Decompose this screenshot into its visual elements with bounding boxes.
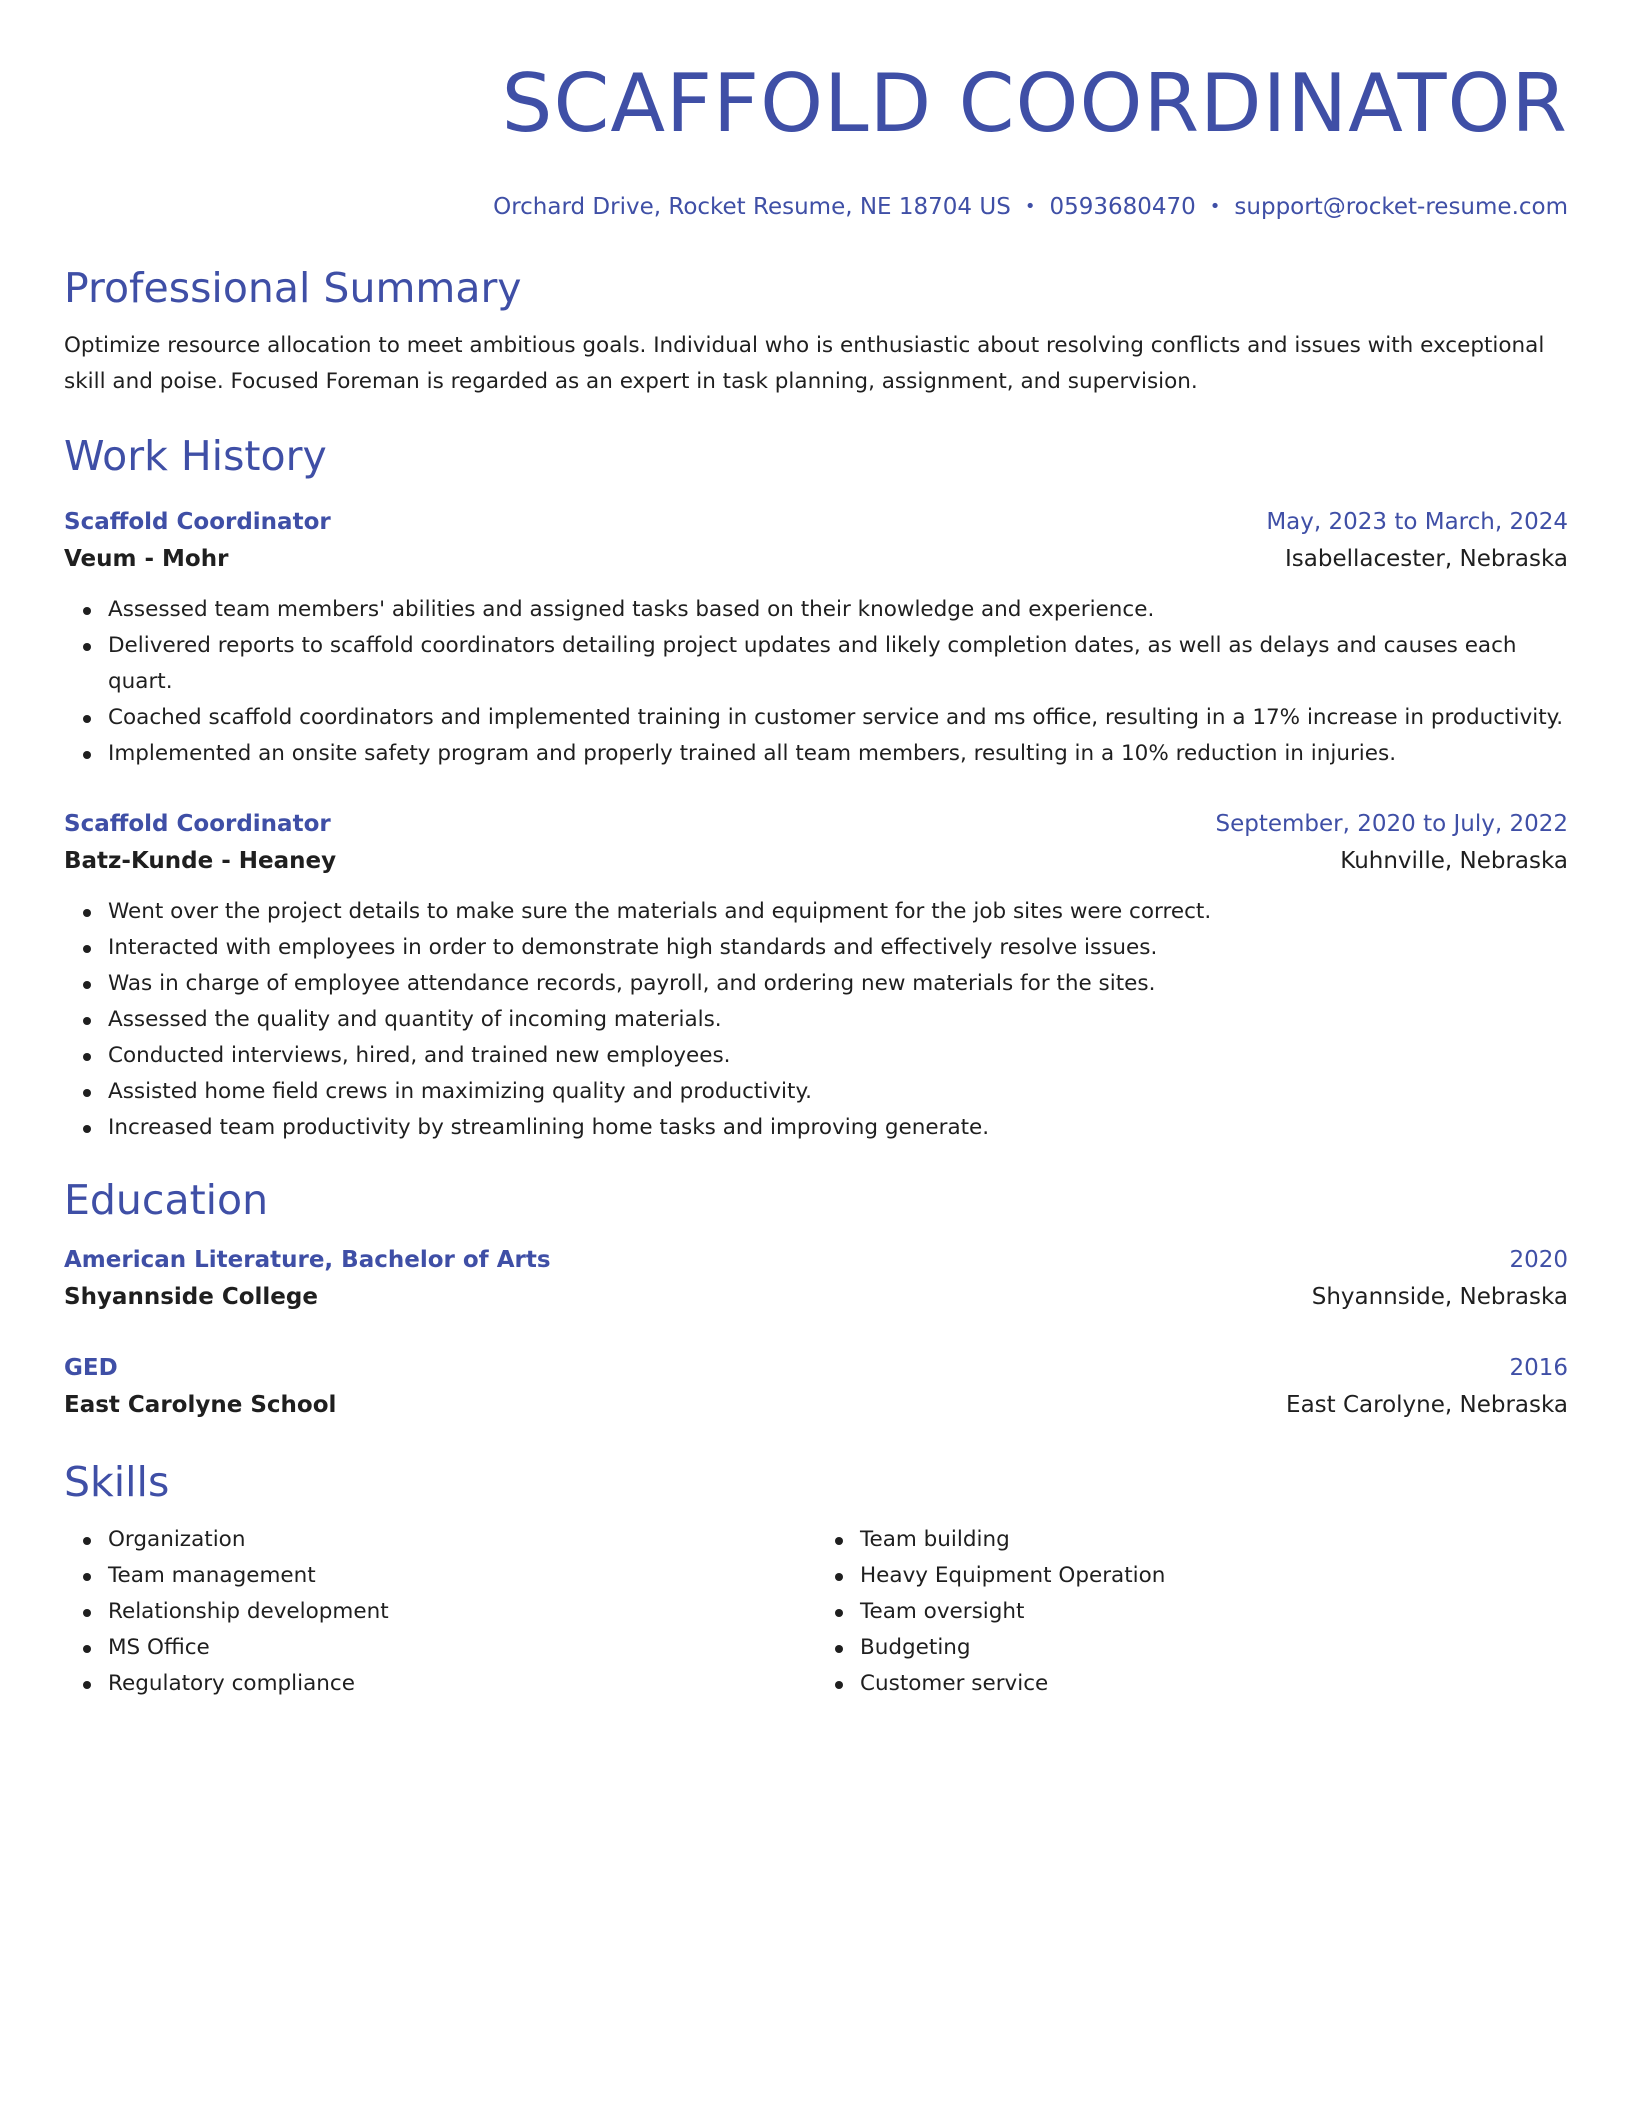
contact-line: [64, 192, 1568, 222]
skills-heading: Skills: [64, 1458, 170, 1506]
summary-heading: Professional Summary: [64, 264, 522, 312]
contact-address: Orchard Drive, Rocket Resume, NE 18704 US: [493, 194, 1011, 220]
job-title: Scaffold Coordinator: [64, 509, 331, 535]
skill-item: Regulatory compliance: [108, 1666, 816, 1702]
list-item: Increased team productivity by streamlining home tasks and improving generate.: [108, 1110, 1568, 1146]
skills-list-right: [816, 1522, 1568, 1702]
job-company: Veum - Mohr: [64, 546, 229, 572]
list-item: Interacted with employees in order to demonstrate high standards and effectively resolve issues.: [108, 930, 1568, 966]
job-bullets: [64, 592, 1568, 772]
graduation-year: 2016: [1509, 1355, 1568, 1381]
skill-item: Heavy Equipment Operation: [860, 1558, 1568, 1594]
job-dates: September, 2020 to July, 2022: [1215, 811, 1568, 837]
list-item: Implemented an onsite safety program and properly trained all team members, resulting in a 10% reduction in injuries.: [108, 736, 1568, 772]
candidate-name: SCAFFOLD COORDINATOR: [501, 57, 1568, 150]
skill-item: Team building: [860, 1522, 1568, 1558]
job-location: Isabellacester, Nebraska: [1284, 546, 1568, 572]
job-company: Batz-Kunde - Heaney: [64, 848, 337, 874]
summary-text: Optimize resource allocation to meet ambitious goals. Individual who is enthusiastic about resolving conflicts and issues with exceptional skill and poise. Focused Foreman is regarded as an expert in task planning, assignment, and supervision.: [64, 333, 1545, 394]
education-entry: [64, 1350, 1568, 1424]
job-dates: May, 2023 to March, 2024: [1266, 509, 1568, 535]
list-item: Assisted home field crews in maximizing quality and productivity.: [108, 1074, 1568, 1110]
skills-grid: [64, 1522, 1568, 1702]
job-title: Scaffold Coordinator: [64, 811, 331, 837]
contact-email[interactable]: support@rocket-resume.com: [1234, 194, 1568, 220]
job-bullets: [64, 894, 1568, 1146]
skill-item: Customer service: [860, 1666, 1568, 1702]
job-location: Kuhnville, Nebraska: [1340, 848, 1568, 874]
school-location: East Carolyne, Nebraska: [1286, 1392, 1568, 1418]
list-item: Went over the project details to make sure the materials and equipment for the job sites were correct.: [108, 894, 1568, 930]
skill-item: Team management: [108, 1558, 816, 1594]
skill-item: Relationship development: [108, 1594, 816, 1630]
skill-item: Team oversight: [860, 1594, 1568, 1630]
education-entry: [64, 1242, 1568, 1316]
work-history-heading: Work History: [64, 432, 327, 480]
school-location: Shyannside, Nebraska: [1311, 1284, 1568, 1310]
degree: GED: [64, 1355, 118, 1381]
contact-separator: •: [1209, 196, 1221, 217]
contact-phone: 0593680470: [1049, 194, 1196, 220]
list-item: Conducted interviews, hired, and trained new employees.: [108, 1038, 1568, 1074]
list-item: Assessed team members' abilities and assigned tasks based on their knowledge and experience.: [108, 592, 1568, 628]
skill-item: MS Office: [108, 1630, 816, 1666]
job-entry: [64, 504, 1568, 772]
list-item: Was in charge of employee attendance records, payroll, and ordering new materials for the sites.: [108, 966, 1568, 1002]
school-name: Shyannside College: [64, 1284, 318, 1310]
job-entry: [64, 806, 1568, 1146]
school-name: East Carolyne School: [64, 1392, 337, 1418]
education-heading: Education: [64, 1176, 269, 1224]
skills-list-left: [64, 1522, 816, 1702]
degree: American Literature, Bachelor of Arts: [64, 1247, 551, 1273]
skill-item: Organization: [108, 1522, 816, 1558]
skill-item: Budgeting: [860, 1630, 1568, 1666]
contact-separator: •: [1024, 196, 1036, 217]
list-item: Coached scaffold coordinators and implemented training in customer service and ms office, resulting in a 17% increase in productivity.: [108, 700, 1568, 736]
list-item: Assessed the quality and quantity of incoming materials.: [108, 1002, 1568, 1038]
list-item: Delivered reports to scaffold coordinators detailing project updates and likely completion dates, as well as delays and causes each quart.: [108, 628, 1568, 700]
graduation-year: 2020: [1509, 1247, 1568, 1273]
